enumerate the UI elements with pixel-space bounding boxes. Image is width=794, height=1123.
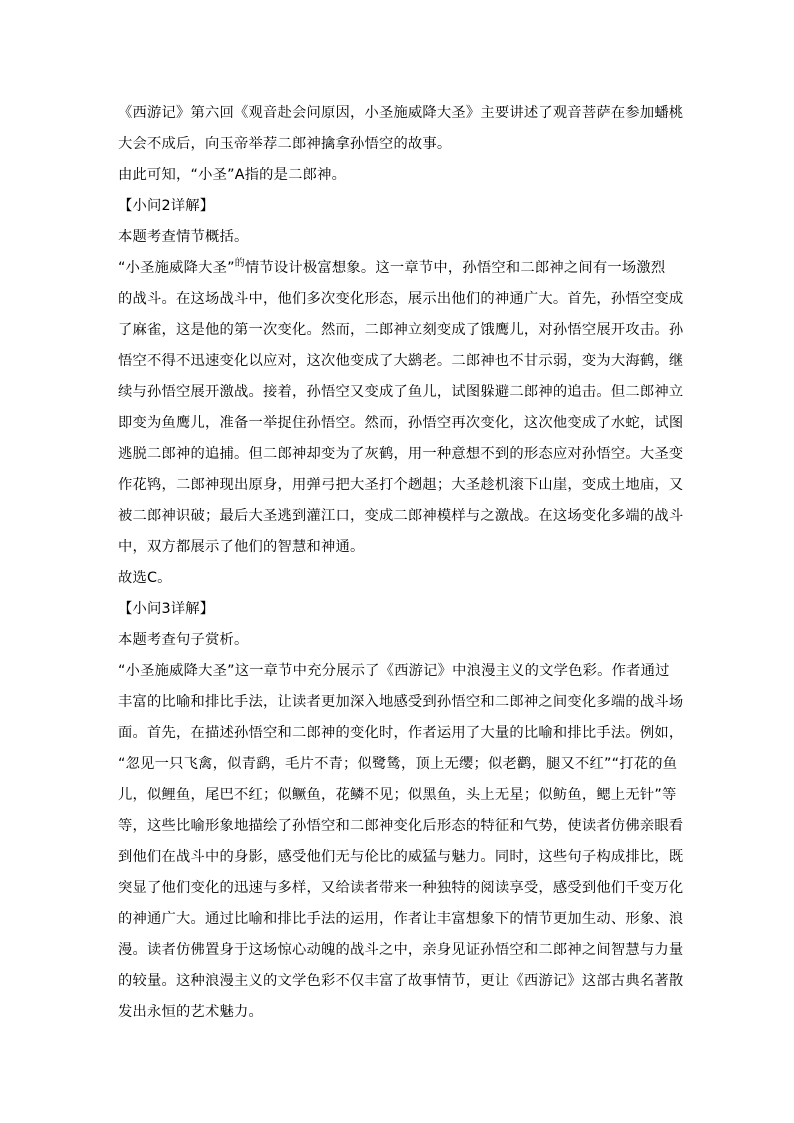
text-line: 由此可知，“小圣”A指的是二郎神。: [118, 167, 347, 183]
text-line: 即变为鱼鹰儿，准备一举捉住孙悟空。然而，孙悟空再次变化，这次他变成了水蛇，试图: [118, 415, 684, 431]
text-line: 突显了他们变化的迅速与多样，又给读者带来一种独特的阅读享受，感受到他们千变万化: [118, 880, 684, 896]
text-line: “小圣施威降大圣”这一章节中充分展示了《西游记》中浪漫主义的文学色彩。作者通过: [118, 663, 670, 679]
text-line: 《西游记》第六回《观音赴会问原因，小圣施威降大圣》主要讲述了观音菩萨在参加蟠桃: [118, 105, 684, 121]
document-body: [118, 98, 688, 1028]
text-line: 漫。读者仿佛置身于这场惊心动魄的战斗之中，亲身见证孙悟空和二郎神之间智慧与力量: [118, 942, 684, 958]
text-line: 了麻雀，这是他的第一次变化。然而，二郎神立刻变成了饿鹰儿，对孙悟空展开攻击。孙: [118, 322, 684, 338]
text-line: 逃脱二郎神的追捕。但二郎神却变为了灰鹤，用一种意想不到的形态应对孙悟空。大圣变: [118, 446, 684, 462]
text-line: 被二郎神识破；最后大圣逃到灌江口，变成二郎神模样与之激战。在这场变化多端的战斗: [118, 508, 684, 524]
text-line: 故选C。: [118, 570, 172, 586]
text-line: 大会不成后，向玉帝举荐二郎神擒拿孙悟空的故事。: [118, 136, 452, 152]
text-line: 的较量。这种浪漫主义的文学色彩不仅丰富了故事情节，更让《西游记》这部古典名著散: [118, 973, 684, 989]
text-continuation: 情节设计极富想象。这一章节中，孙悟空和二郎神之间有一场激烈: [244, 260, 666, 276]
text-line: 续与孙悟空展开激战。接着，孙悟空又变成了鱼儿，试图躲避二郎神的追击。但二郎神立: [118, 384, 684, 400]
section-heading: 【小问3详解】: [118, 601, 215, 617]
text-line: 本题考查情节概括。: [118, 229, 249, 245]
text-line: 发出永恒的艺术魅力。: [118, 1004, 263, 1020]
text-line: 的神通广大。通过比喻和排比手法的运用，作者让丰富想象下的情节更加生动、形象、浪: [118, 911, 684, 927]
text-line: 到他们在战斗中的身影，感受他们无与伦比的威猛与魅力。同时，这些句子构成排比，既: [118, 849, 684, 865]
text-line: 的战斗。在这场战斗中，他们多次变化形态，展示出他们的神通广大。首先，孙悟空变成: [118, 291, 684, 307]
text-line: 面。首先，在描述孙悟空和二郎神的变化时，作者运用了大量的比喻和排比手法。例如，: [118, 725, 684, 741]
text-line: 等，这些比喻形象地描绘了孙悟空和二郎神变化后形态的特征和气势，使读者仿佛亲眼看: [118, 818, 684, 834]
text-line: “忽见一只飞禽，似青鹞，毛片不青；似鹭鸶，顶上无缨；似老鹳，腿又不红”“打花的鱼: [118, 756, 678, 772]
section-heading: 【小问2详解】: [118, 198, 215, 214]
quoted-title: “小圣施威降大圣”: [118, 260, 235, 276]
raised-character: 的: [234, 258, 245, 269]
text-line: 丰富的比喻和排比手法，让读者更加深入地感受到孙悟空和二郎神之间变化多端的战斗场: [118, 694, 684, 710]
text-line: 中，双方都展示了他们的智慧和神通。: [118, 539, 365, 555]
text-line: 作花鸨，二郎神现出原身，用弹弓把大圣打个趔趄；大圣趁机滚下山崖，变成土地庙，又: [118, 477, 684, 493]
text-line: 本题考查句子赏析。: [118, 632, 249, 648]
text-line: [118, 253, 688, 284]
text-line: 悟空不得不迅速变化以应对，这次他变成了大鹚老。二郎神也不甘示弱，变为大海鹤，继: [118, 353, 684, 369]
text-line: 儿，似鲤鱼，尾巴不红；似鳜鱼，花鳞不见；似黑鱼，头上无星；似鲂鱼，鳃上无针”等: [118, 787, 677, 803]
